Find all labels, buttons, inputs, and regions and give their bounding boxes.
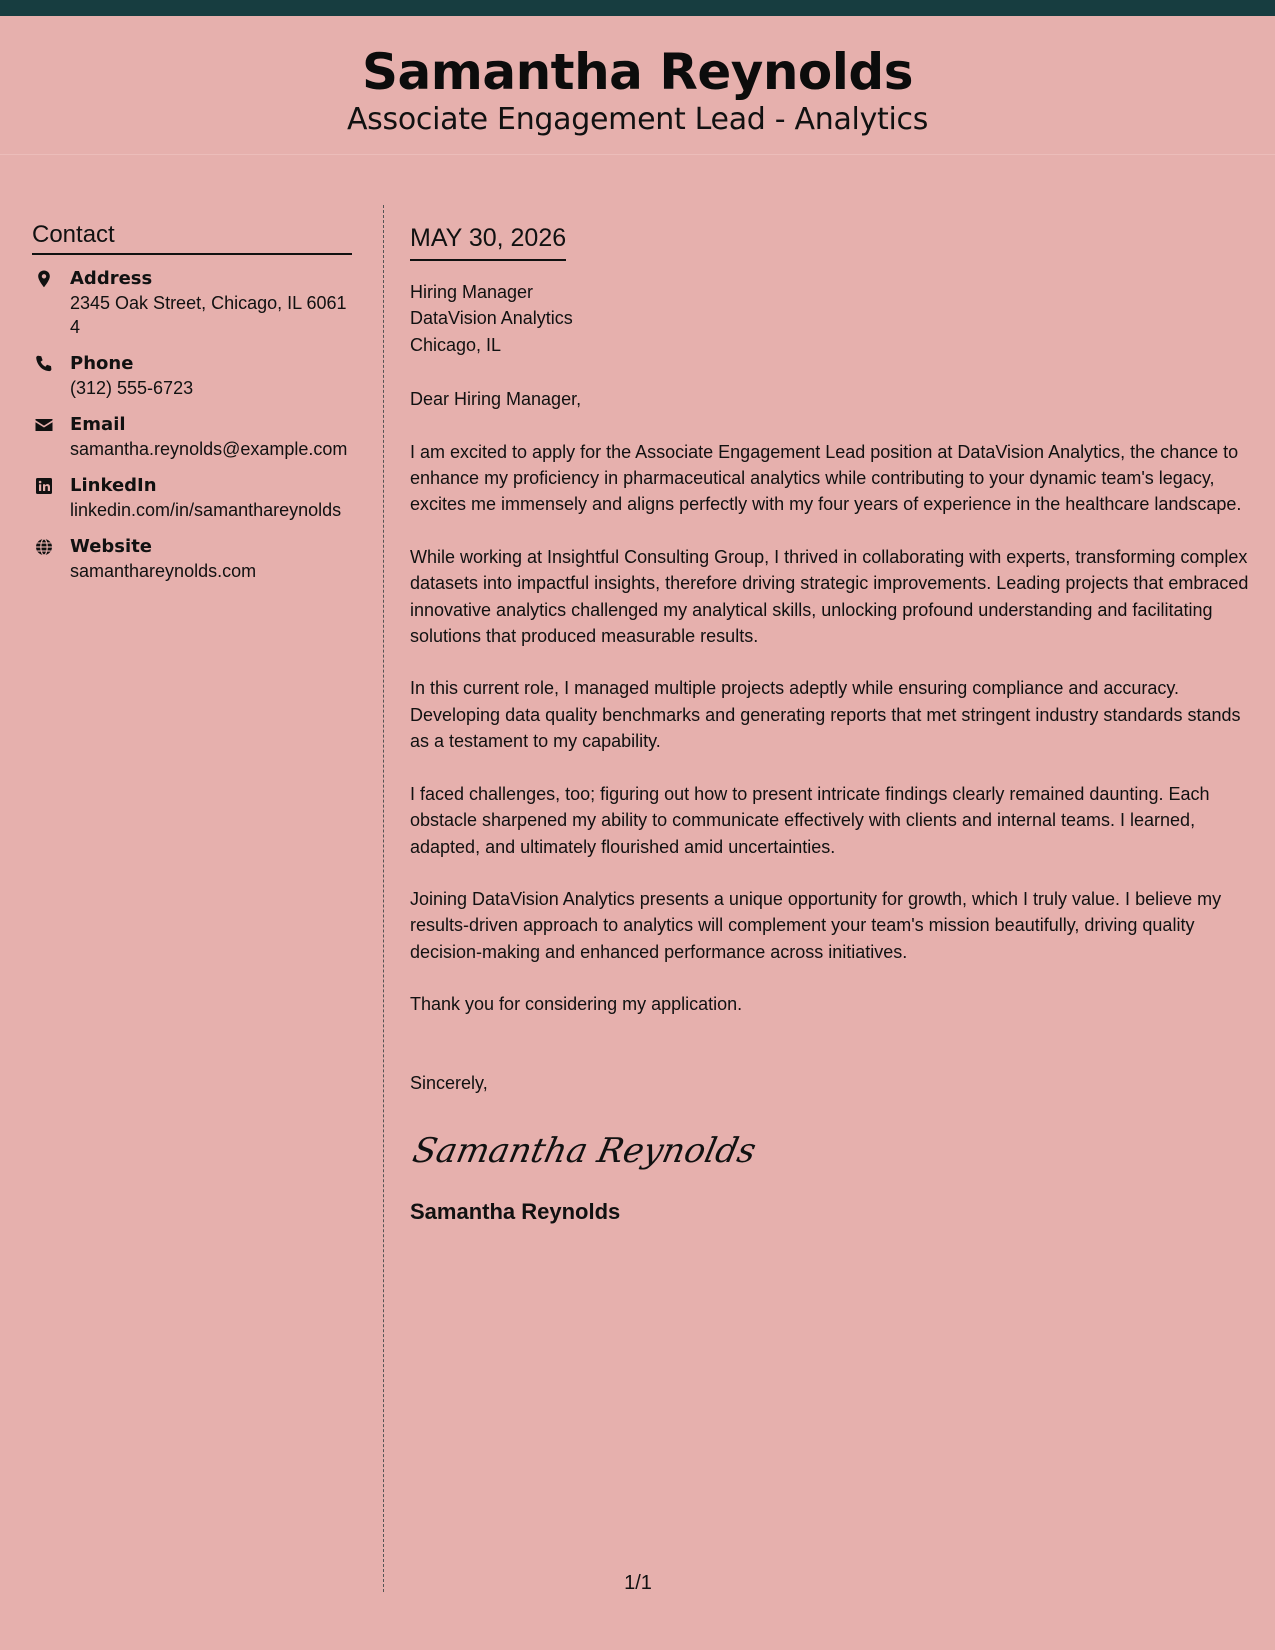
contact-email [32,413,352,461]
body-paragraph: Joining DataVision Analytics presents a unique opportunity for growth, which I truly value. I believe my results-driven approach to analytics will complement your team's mission beautifully, driving quality decision-making and enhanced performance across initiatives. [410,888,1222,962]
linkedin-icon [34,476,54,496]
page-number: 1/1 [624,1572,652,1594]
linkedin-value[interactable]: linkedin.com/in/samanthareynolds [70,500,342,520]
email-label: Email [70,414,126,435]
phone-label: Phone [70,353,134,374]
salutation: Dear Hiring Manager, [410,389,582,410]
envelope-icon [34,415,54,435]
email-value[interactable]: samantha.reynolds@example.com [70,439,348,459]
recipient-location: Chicago, IL [410,334,502,355]
signature-text: Samantha Reynolds [409,1131,760,1171]
applicant-name: Samantha Reynolds [362,43,913,101]
contact-website [32,535,352,583]
contact-heading: Contact [32,220,352,255]
website-label: Website [70,536,153,557]
column-divider [383,205,384,1592]
linkedin-label: LinkedIn [70,475,157,496]
website-value[interactable]: samanthareynolds.com [70,561,257,581]
recipient-block [410,279,1252,358]
thank-you-line: Thank you for considering my application. [410,994,743,1015]
body-paragraph: I faced challenges, too; figuring out how to present intricate findings clearly remained daunting. Each obstacle sharpened my ability to communicate effectively with clients and internal teams. I learned, adapted, and ultimately flourished amid uncertainties. [410,783,1210,857]
address-label: Address [70,268,153,289]
signed-name: Samantha Reynolds [410,1198,621,1224]
map-pin-icon [34,269,54,289]
contact-address [32,267,352,339]
body-paragraph: In this current role, I managed multiple projects adeptly while ensuring compliance and accuracy. Developing data quality benchmarks and generating reports that met stringent industry standards stands as a testament to my capability. [410,678,1241,752]
letter-date: MAY 30, 2026 [410,222,566,261]
body-paragraph: While working at Insightful Consulting Group, I thrived in collaborating with experts, transforming complex datasets into impactful insights, therefore driving strategic improvements. Leading projects that embraced innovative analytics challenged my analytical skills, unlocking profound understanding and facilitating solutions that produced measurable results. [410,546,1249,647]
closing: Sincerely, [410,1072,488,1093]
address-value: 2345 Oak Street, Chicago, IL 60614 [70,293,347,337]
handwritten-signature [409,1120,760,1176]
globe-icon [34,537,54,557]
header [0,16,1275,155]
recipient-company: DataVision Analytics [410,308,573,329]
phone-icon [34,354,54,374]
contact-sidebar [32,220,352,596]
top-accent-bar [0,0,1275,16]
body-paragraph: I am excited to apply for the Associate Engagement Lead position at DataVision Analytics, the chance to enhance my proficiency in pharmaceutical analytics while contributing to your dynamic team's legacy, excites me immensely and aligns perfectly with my four years of experience in the healthcare landscape. [410,441,1242,515]
contact-phone [32,352,352,400]
letter-body [410,222,1252,1226]
recipient-name: Hiring Manager [410,282,534,302]
phone-value: (312) 555-6723 [70,378,194,398]
job-title: Associate Engagement Lead - Analytics [346,102,929,137]
contact-linkedin [32,474,352,522]
